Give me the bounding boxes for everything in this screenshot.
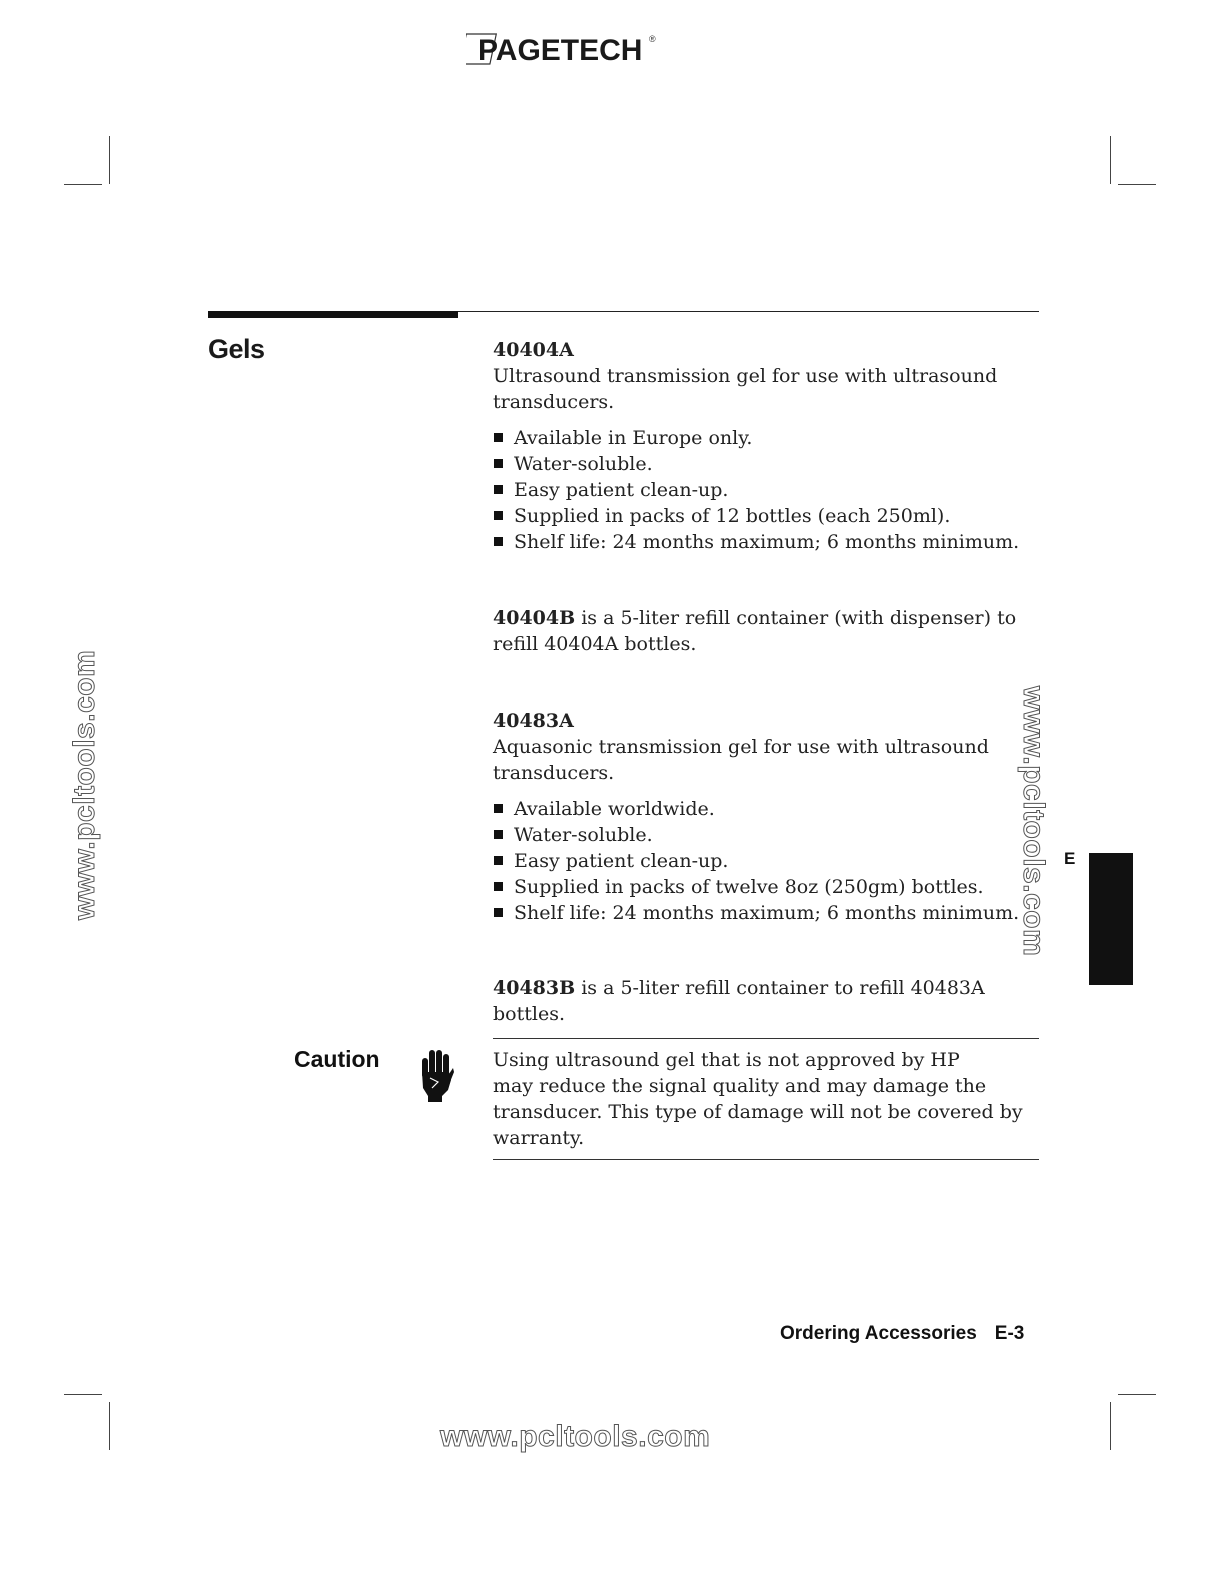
feature-list	[493, 796, 1033, 926]
caution-line: Using ultrasound gel that is not approved by HP	[493, 1049, 960, 1071]
watermark-left: www.pcltools.com	[68, 649, 101, 920]
feature-item: Available worldwide.	[493, 796, 1033, 822]
crop-mark	[64, 1394, 102, 1395]
pagetech-logo	[466, 26, 666, 70]
watermark-bottom: www.pcltools.com	[440, 1420, 711, 1453]
product-block-40483a	[493, 708, 1033, 926]
caution-line: transducer. This type of damage will not be covered by	[493, 1101, 1023, 1123]
crop-mark	[1118, 1394, 1156, 1395]
feature-item: Supplied in packs of 12 bottles (each 250ml).	[493, 503, 1033, 529]
feature-item: Easy patient clean-up.	[493, 477, 1033, 503]
crop-mark	[109, 1402, 110, 1450]
section-rule-thin	[458, 311, 1039, 312]
product-description-line: Ultrasound transmission gel for use with ultrasound	[493, 365, 998, 387]
caution-line: warranty.	[493, 1127, 585, 1149]
refill-text: is a 5-liter refill container (with dispenser) to	[575, 607, 1017, 629]
refill-text: refill 40404A bottles.	[493, 633, 697, 655]
crop-mark	[109, 136, 110, 184]
feature-item: Shelf life: 24 months maximum; 6 months minimum.	[493, 529, 1033, 555]
page-number: E-3	[994, 1323, 1025, 1344]
refill-block-40483b	[493, 975, 1033, 1027]
crop-mark	[1110, 136, 1111, 184]
crop-mark	[64, 184, 102, 185]
feature-item: Water-soluble.	[493, 451, 1033, 477]
caution-rule-top	[493, 1038, 1039, 1039]
page-footer	[780, 1323, 1024, 1345]
product-description-line: transducers.	[493, 762, 615, 784]
caution-rule-bottom	[493, 1159, 1039, 1160]
section-title: Gels	[208, 334, 265, 364]
product-code: 40404A	[493, 339, 574, 361]
product-description-line: Aquasonic transmission gel for use with ultrasound	[493, 736, 989, 758]
footer-chapter: Ordering Accessories	[780, 1323, 977, 1344]
feature-list	[493, 425, 1033, 555]
product-code: 40404B	[493, 607, 576, 629]
hand-icon	[418, 1048, 454, 1102]
refill-block-40404b	[493, 605, 1033, 657]
watermark-right: www.pcltools.com	[1017, 686, 1050, 957]
product-block-40404a	[493, 337, 1033, 555]
crop-mark	[1118, 184, 1156, 185]
product-description-line: transducers.	[493, 391, 615, 413]
logo-text: PAGETECH	[478, 34, 643, 67]
caution-label: Caution	[294, 1046, 380, 1072]
crop-mark	[1110, 1402, 1111, 1450]
chapter-tab-letter: E	[1064, 849, 1076, 868]
caution-line: may reduce the signal quality and may damage the	[493, 1075, 987, 1097]
product-code: 40483A	[493, 710, 574, 732]
refill-text: bottles.	[493, 1003, 565, 1025]
feature-item: Shelf life: 24 months maximum; 6 months minimum.	[493, 900, 1033, 926]
product-code: 40483B	[493, 977, 576, 999]
section-rule-thick	[208, 311, 458, 318]
feature-item: Water-soluble.	[493, 822, 1033, 848]
logo-registered-mark: ®	[649, 34, 656, 44]
caution-text	[493, 1047, 1053, 1151]
chapter-tab	[1089, 853, 1133, 985]
feature-item: Supplied in packs of twelve 8oz (250gm) bottles.	[493, 874, 1033, 900]
feature-item: Available in Europe only.	[493, 425, 1033, 451]
refill-text: is a 5-liter refill container to refill 40483A	[575, 977, 985, 999]
feature-item: Easy patient clean-up.	[493, 848, 1033, 874]
